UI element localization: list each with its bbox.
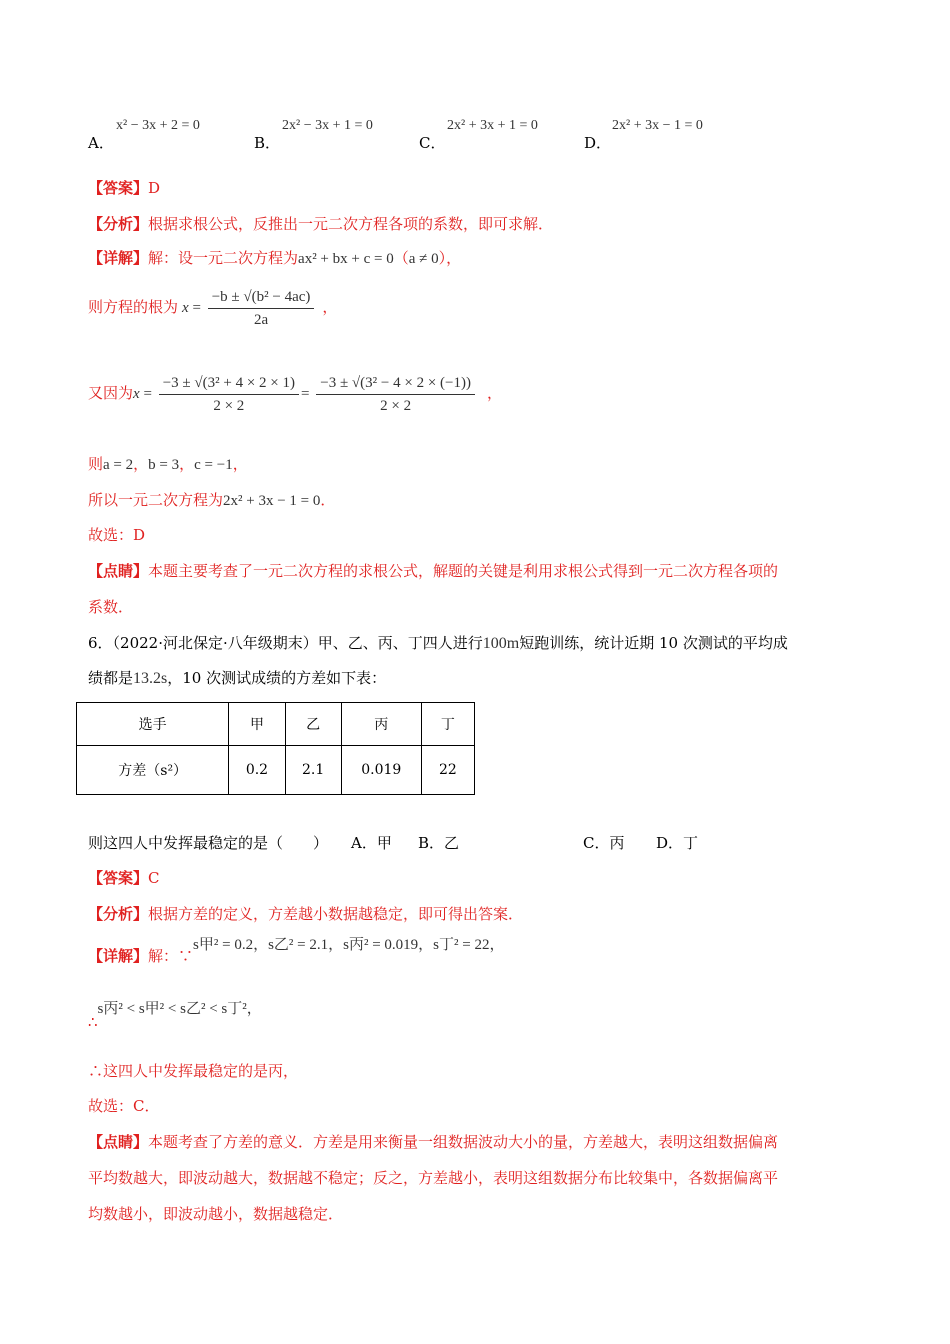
so-prefix: 所以一元二次方程为 xyxy=(88,491,224,509)
comment-line-3: 均数越小，即波动越小，数据越稳定． xyxy=(88,1205,344,1223)
condition-close: ）， xyxy=(438,249,462,267)
denominator: 2 × 2 xyxy=(213,397,245,414)
option-equation: x² − 3x + 2 = 0 xyxy=(116,118,200,133)
a-value: a = 2 xyxy=(103,457,134,473)
option-d xyxy=(656,833,698,853)
answer-tag: 【答案】 xyxy=(88,869,149,887)
detail-line xyxy=(88,248,461,269)
root-prefix: 则方程的根为 xyxy=(88,298,179,316)
comma: ， xyxy=(232,455,248,473)
answer-value: D xyxy=(148,179,161,197)
table-cell: 22 xyxy=(421,746,474,795)
c-value: c = −1 xyxy=(194,457,233,473)
option-b xyxy=(418,833,459,853)
table-header-cell: 甲 xyxy=(229,703,285,746)
comma: ， xyxy=(179,455,195,473)
table-header-cell: 乙 xyxy=(285,703,341,746)
comment-text: 本题主要考查了一元二次方程的求根公式，解题的关键是利用求根公式得到一元二次方程各项的 xyxy=(148,562,779,580)
root-fraction xyxy=(208,286,315,331)
question-text: 则这四人中发挥最稳定的是（ ） xyxy=(88,834,329,852)
question-stem-2 xyxy=(88,668,386,689)
numerator: −3 ± √(3² + 4 × 2 × 1) xyxy=(159,372,299,395)
analysis-line xyxy=(88,214,553,234)
answer-line xyxy=(88,868,160,888)
table-row-label: 方差（s²） xyxy=(77,746,229,795)
period: ． xyxy=(320,491,336,509)
condition: a ≠ 0 xyxy=(408,251,439,267)
option-label: C． xyxy=(419,134,446,152)
result-equation: 2x² + 3x − 1 = 0 xyxy=(223,493,321,509)
option-label: A． xyxy=(351,834,377,852)
stem-text: 短跑训练，统计近期 10 次测试的平均成 xyxy=(519,634,788,652)
average-time: 13.2s xyxy=(133,670,168,687)
analysis-tag: 【分析】 xyxy=(88,215,149,233)
comment-tag: 【点睛】 xyxy=(88,562,149,580)
table-cell: 0.019 xyxy=(341,746,421,795)
coefficients-line xyxy=(88,454,248,475)
analysis-text: 根据方差的定义，方差越小数据越稳定，即可得出答案． xyxy=(148,905,524,923)
substitution-line: 又因为x = $\frac{\text{−3 ± √(3² + 4 × 2 × 1)}}{2 \times 2}$ = $\frac{\text{−3 ± √(3² − 4 × 2 × (−1))}}{2 \times 2}$ ， xyxy=(88,370,502,417)
distance: 100m xyxy=(482,635,520,652)
option-equation: 2x² + 3x − 1 = 0 xyxy=(612,118,703,133)
table-cell: 0.2 xyxy=(229,746,285,795)
question-line xyxy=(88,833,699,853)
b-value: b = 3 xyxy=(148,457,180,473)
variance-values: s甲² = 0.2，s乙² = 2.1，s丙² = 0.019，s丁² = 22， xyxy=(193,937,505,953)
option-label: A． xyxy=(88,134,114,152)
option-label: C． xyxy=(583,834,610,852)
choose-line: 故选：D xyxy=(88,526,146,544)
table-cell: 2.1 xyxy=(285,746,341,795)
choose-line: 故选：C． xyxy=(88,1097,160,1115)
comment-line xyxy=(88,1132,778,1152)
comma: ， xyxy=(486,384,502,402)
comment-text: 本题考查了方差的意义．方差是用来衡量一组数据波动大小的量，方差越大，表明这组数据偏离 xyxy=(148,1133,779,1151)
option-text: 丁 xyxy=(683,834,699,852)
detail-intro: 解：设一元二次方程为 xyxy=(148,249,299,267)
general-equation: ax² + bx + c = 0 xyxy=(298,251,394,267)
detail-intro: 解：∵ xyxy=(148,947,194,965)
table-header-cell: 选手 xyxy=(77,703,229,746)
option-text: 丙 xyxy=(609,834,625,852)
substitution-fraction-1 xyxy=(159,372,299,417)
comment-line-2: 系数． xyxy=(88,598,134,616)
table-header-row xyxy=(77,703,475,746)
also-prefix: 又因为 xyxy=(88,384,134,402)
variance-ordering: s丙² < s甲² < s乙² < s丁²， xyxy=(97,1001,262,1017)
root-numerator: −b ± √(b² − 4ac) xyxy=(208,286,315,309)
option-label: B． xyxy=(254,134,281,152)
comment-line-2: 平均数越大，即波动越大，数据越不稳定；反之，方差越小，表明这组数据分布比较集中，各数据偏离平 xyxy=(88,1169,779,1187)
detail-tag: 【详解】 xyxy=(88,249,149,267)
option-label: D． xyxy=(656,834,684,852)
stem-text: ，10 次测试成绩的方差如下表： xyxy=(167,669,387,687)
stem-text: 绩都是 xyxy=(88,669,134,687)
numerator: −3 ± √(3² − 4 × 2 × (−1)) xyxy=(316,372,475,395)
option-c xyxy=(583,833,625,853)
root-formula-line: 则方程的根为 x = $\frac{\text{−b ± √(b² − 4ac)}}{2a}$ ， xyxy=(88,284,337,331)
option-a xyxy=(351,833,392,853)
answer-tag: 【答案】 xyxy=(88,179,149,197)
analysis-text: 根据求根公式，反推出一元二次方程各项的系数，即可求解． xyxy=(148,215,554,233)
question-stem xyxy=(88,633,788,654)
option-text: 甲 xyxy=(376,834,392,852)
comment-tag: 【点睛】 xyxy=(88,1133,149,1151)
table-header-cell: 丁 xyxy=(421,703,474,746)
comma: ， xyxy=(133,455,149,473)
analysis-tag: 【分析】 xyxy=(88,905,149,923)
therefore-symbol: ∴ xyxy=(88,1013,98,1031)
substitution-fraction-2 xyxy=(316,372,475,417)
option-label: B． xyxy=(418,834,445,852)
comma: ， xyxy=(322,298,338,316)
ordering-line xyxy=(88,1001,262,1031)
condition-open: （ xyxy=(393,249,409,267)
variance-table xyxy=(76,702,475,795)
root-denominator: 2a xyxy=(253,311,269,328)
conclusion-line: ∴这四人中发挥最稳定的是丙， xyxy=(88,1062,299,1080)
result-line xyxy=(88,490,335,511)
detail-tag: 【详解】 xyxy=(88,947,149,965)
analysis-line xyxy=(88,904,523,924)
stem-text: 6．（2022·河北保定·八年级期末）甲、乙、丙、丁四人进行 xyxy=(88,634,483,652)
answer-line xyxy=(88,178,160,198)
table-row xyxy=(77,746,475,795)
denominator: 2 × 2 xyxy=(380,397,412,414)
option-equation: 2x² + 3x + 1 = 0 xyxy=(447,118,538,133)
option-text: 乙 xyxy=(444,834,460,852)
comment-line xyxy=(88,561,778,581)
table-header-cell: 丙 xyxy=(341,703,421,746)
detail-line xyxy=(88,937,505,967)
then-prefix: 则 xyxy=(88,455,104,473)
option-equation: 2x² − 3x + 1 = 0 xyxy=(282,118,373,133)
answer-value: C xyxy=(148,869,160,887)
option-label: D． xyxy=(584,134,612,152)
